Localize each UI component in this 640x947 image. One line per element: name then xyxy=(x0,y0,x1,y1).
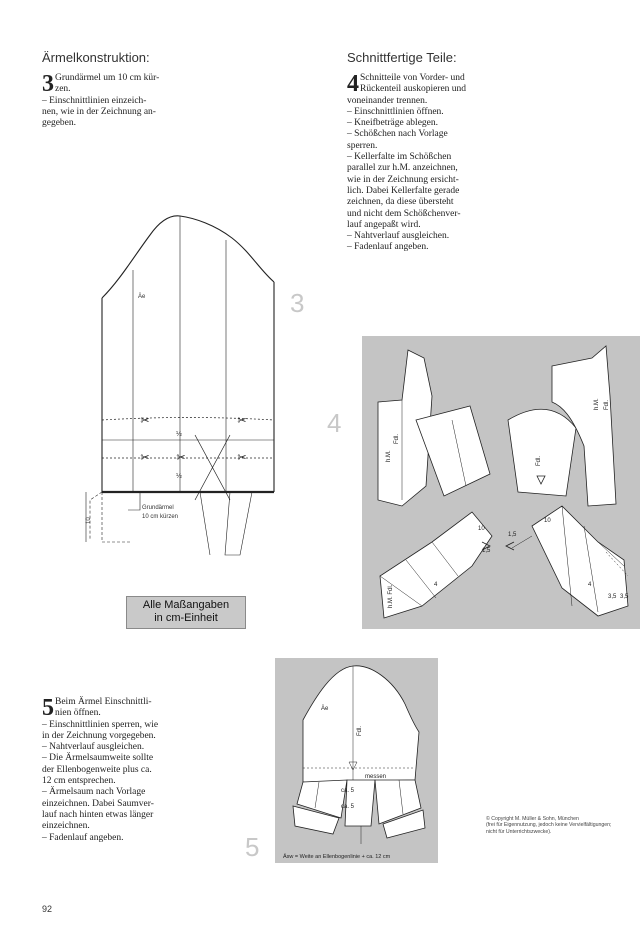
half-label: ½ xyxy=(176,431,182,438)
shorten-note-line2: 10 cm kürzen xyxy=(142,514,179,520)
shorten-dimension: 10 xyxy=(86,517,92,524)
asw-caption: Äsw = Weite an Ellenbogenlinie + ca. 12 cm xyxy=(283,854,391,860)
dim-4a: 4 xyxy=(434,582,438,588)
messen-label: messen xyxy=(365,774,387,780)
dim-1-5b: 1,5 xyxy=(508,532,517,538)
fdl-label-back: Fdl. xyxy=(604,399,610,410)
step-5-line: in der Zeichnung vorgegeben. xyxy=(42,730,156,741)
step-4-line: Rückenteil auskopieren und xyxy=(360,84,467,95)
measurement-note xyxy=(126,596,246,629)
figure-3-number: 3 xyxy=(290,288,305,318)
step-5-number: 5 xyxy=(42,695,54,721)
copyright-line1: © Copyright M. Müller & Sohn, München xyxy=(486,816,579,822)
figure-5-sleeve-drawing xyxy=(275,658,438,863)
step-4-line: wie in der Zeichnung ersicht- xyxy=(347,174,459,185)
measurement-note-line2: in cm-Einheit xyxy=(154,612,218,624)
dim-10b: 10 xyxy=(544,518,551,524)
step-4-line: – Nahtverlauf ausgleichen. xyxy=(347,231,450,242)
step-5-line: einzeichnen. Dabei Saumver- xyxy=(42,798,154,809)
copyright-line3: nicht für Unterrichtszwecke). xyxy=(486,828,552,835)
shorten-note-line1: Grundärmel xyxy=(142,505,174,511)
figure-3-sleeve-drawing xyxy=(80,210,320,570)
dim-4b: 4 xyxy=(588,582,592,588)
measurement-note-line1: Alle Maßangaben xyxy=(142,599,230,611)
step-4-line: und nicht dem Schößchenver- xyxy=(347,208,461,219)
step-4-line: – Schößchen nach Vorlage xyxy=(347,129,448,140)
step-4-line: sperren. xyxy=(347,140,378,151)
fdl-label-front: Fdl. xyxy=(394,433,400,444)
scissors-icon: ✂ xyxy=(237,415,247,427)
step-5-line: der Ellenbogenweite plus ca. xyxy=(42,764,152,775)
step-5-line: 12 cm entsprechen. xyxy=(42,776,116,787)
step-3-line: – Einschnittlinien einzeich- xyxy=(42,95,147,106)
copyright-notice xyxy=(486,816,611,835)
step-4-line: – Kneifbeträge ablegen. xyxy=(347,118,438,129)
section-heading-sleeve: Ärmelkonstruktion: xyxy=(42,50,150,65)
fdl-label: Fdl. xyxy=(357,725,363,736)
step-3-text xyxy=(42,73,184,129)
page-number: 92 xyxy=(42,904,53,914)
step-5-text xyxy=(42,697,210,844)
scissors-icon: ✂ xyxy=(140,452,150,464)
step-4-line: – Kellerfalte im Schößchen xyxy=(347,152,452,163)
step-5-line: – Einschnittlinien sperren, wie xyxy=(42,719,159,730)
step-4-number: 4 xyxy=(347,71,359,97)
dim-3-5b: 3,5 xyxy=(620,594,629,600)
step-4-line: Schnitteile von Vorder- und xyxy=(360,73,465,83)
step-3-line: zen. xyxy=(55,84,71,95)
scissors-icon: ✂ xyxy=(140,415,150,427)
step-4-line: lich. Dabei Kellerfalte gerade xyxy=(347,185,460,196)
scissors-icon: ✂ xyxy=(237,452,247,464)
step-4-text xyxy=(347,73,492,254)
step-4-line: voneinander trennen. xyxy=(347,95,428,106)
scissors-icon: ✂ xyxy=(176,452,186,464)
dim-10a: 10 xyxy=(478,526,485,532)
hm-label-front: h.M. xyxy=(386,450,392,462)
dim-1-5a: 1,5 xyxy=(482,548,491,554)
half-label: ½ xyxy=(176,473,182,480)
step-5-line: – Nahtverlauf ausgleichen. xyxy=(42,742,145,753)
fdl-label-center: Fdl. xyxy=(536,455,542,466)
ca5-label-b: ca. 5 xyxy=(341,804,355,810)
step-4-line: lauf angepaßt wird. xyxy=(347,219,421,230)
section-heading-ready-parts: Schnittfertige Teile: xyxy=(347,50,457,65)
step-3-line: gegeben. xyxy=(42,118,77,129)
hm-fdl-label-peplum: h.M. Fdl. xyxy=(388,584,394,608)
dim-3-5a: 3,5 xyxy=(608,594,617,600)
copyright-line2: (frei für Eigennutzung, jedoch keine Vervielfältigungen; xyxy=(486,822,612,829)
step-5-line: – Ärmelsaum nach Vorlage xyxy=(42,787,146,798)
figure-4-pattern-pieces xyxy=(362,336,640,629)
step-4-line: – Einschnittlinien öffnen. xyxy=(347,106,444,117)
step-5-line: Beim Ärmel Einschnittli- xyxy=(55,697,152,707)
step-3-line: nen, wie in der Zeichnung an- xyxy=(42,106,156,117)
step-4-line: – Fadenlauf angeben. xyxy=(347,242,429,253)
figure-4-number: 4 xyxy=(327,408,342,438)
step-5-line: nien öffnen. xyxy=(55,708,101,719)
step-5-line: einzeichnen. xyxy=(42,821,90,832)
armhole-mark-label: Äe xyxy=(138,294,146,300)
figure-5-number: 5 xyxy=(245,832,260,862)
ca5-label-a: ca. 5 xyxy=(341,788,355,794)
step-3-line: Grundärmel um 10 cm kür- xyxy=(55,73,160,83)
step-4-line: parallel zur h.M. anzeichnen, xyxy=(347,163,458,174)
armhole-mark-label: Äe xyxy=(321,706,329,712)
step-5-line: – Fadenlauf angeben. xyxy=(42,832,124,843)
step-5-line: – Die Ärmelsaumweite sollte xyxy=(42,753,154,764)
step-5-line: lauf nach hinten etwas länger xyxy=(42,809,154,820)
hm-label-back: h.M. xyxy=(594,398,600,410)
step-4-line: zeichnen, da diese übersteht xyxy=(347,197,454,208)
step-3-number: 3 xyxy=(42,71,54,97)
